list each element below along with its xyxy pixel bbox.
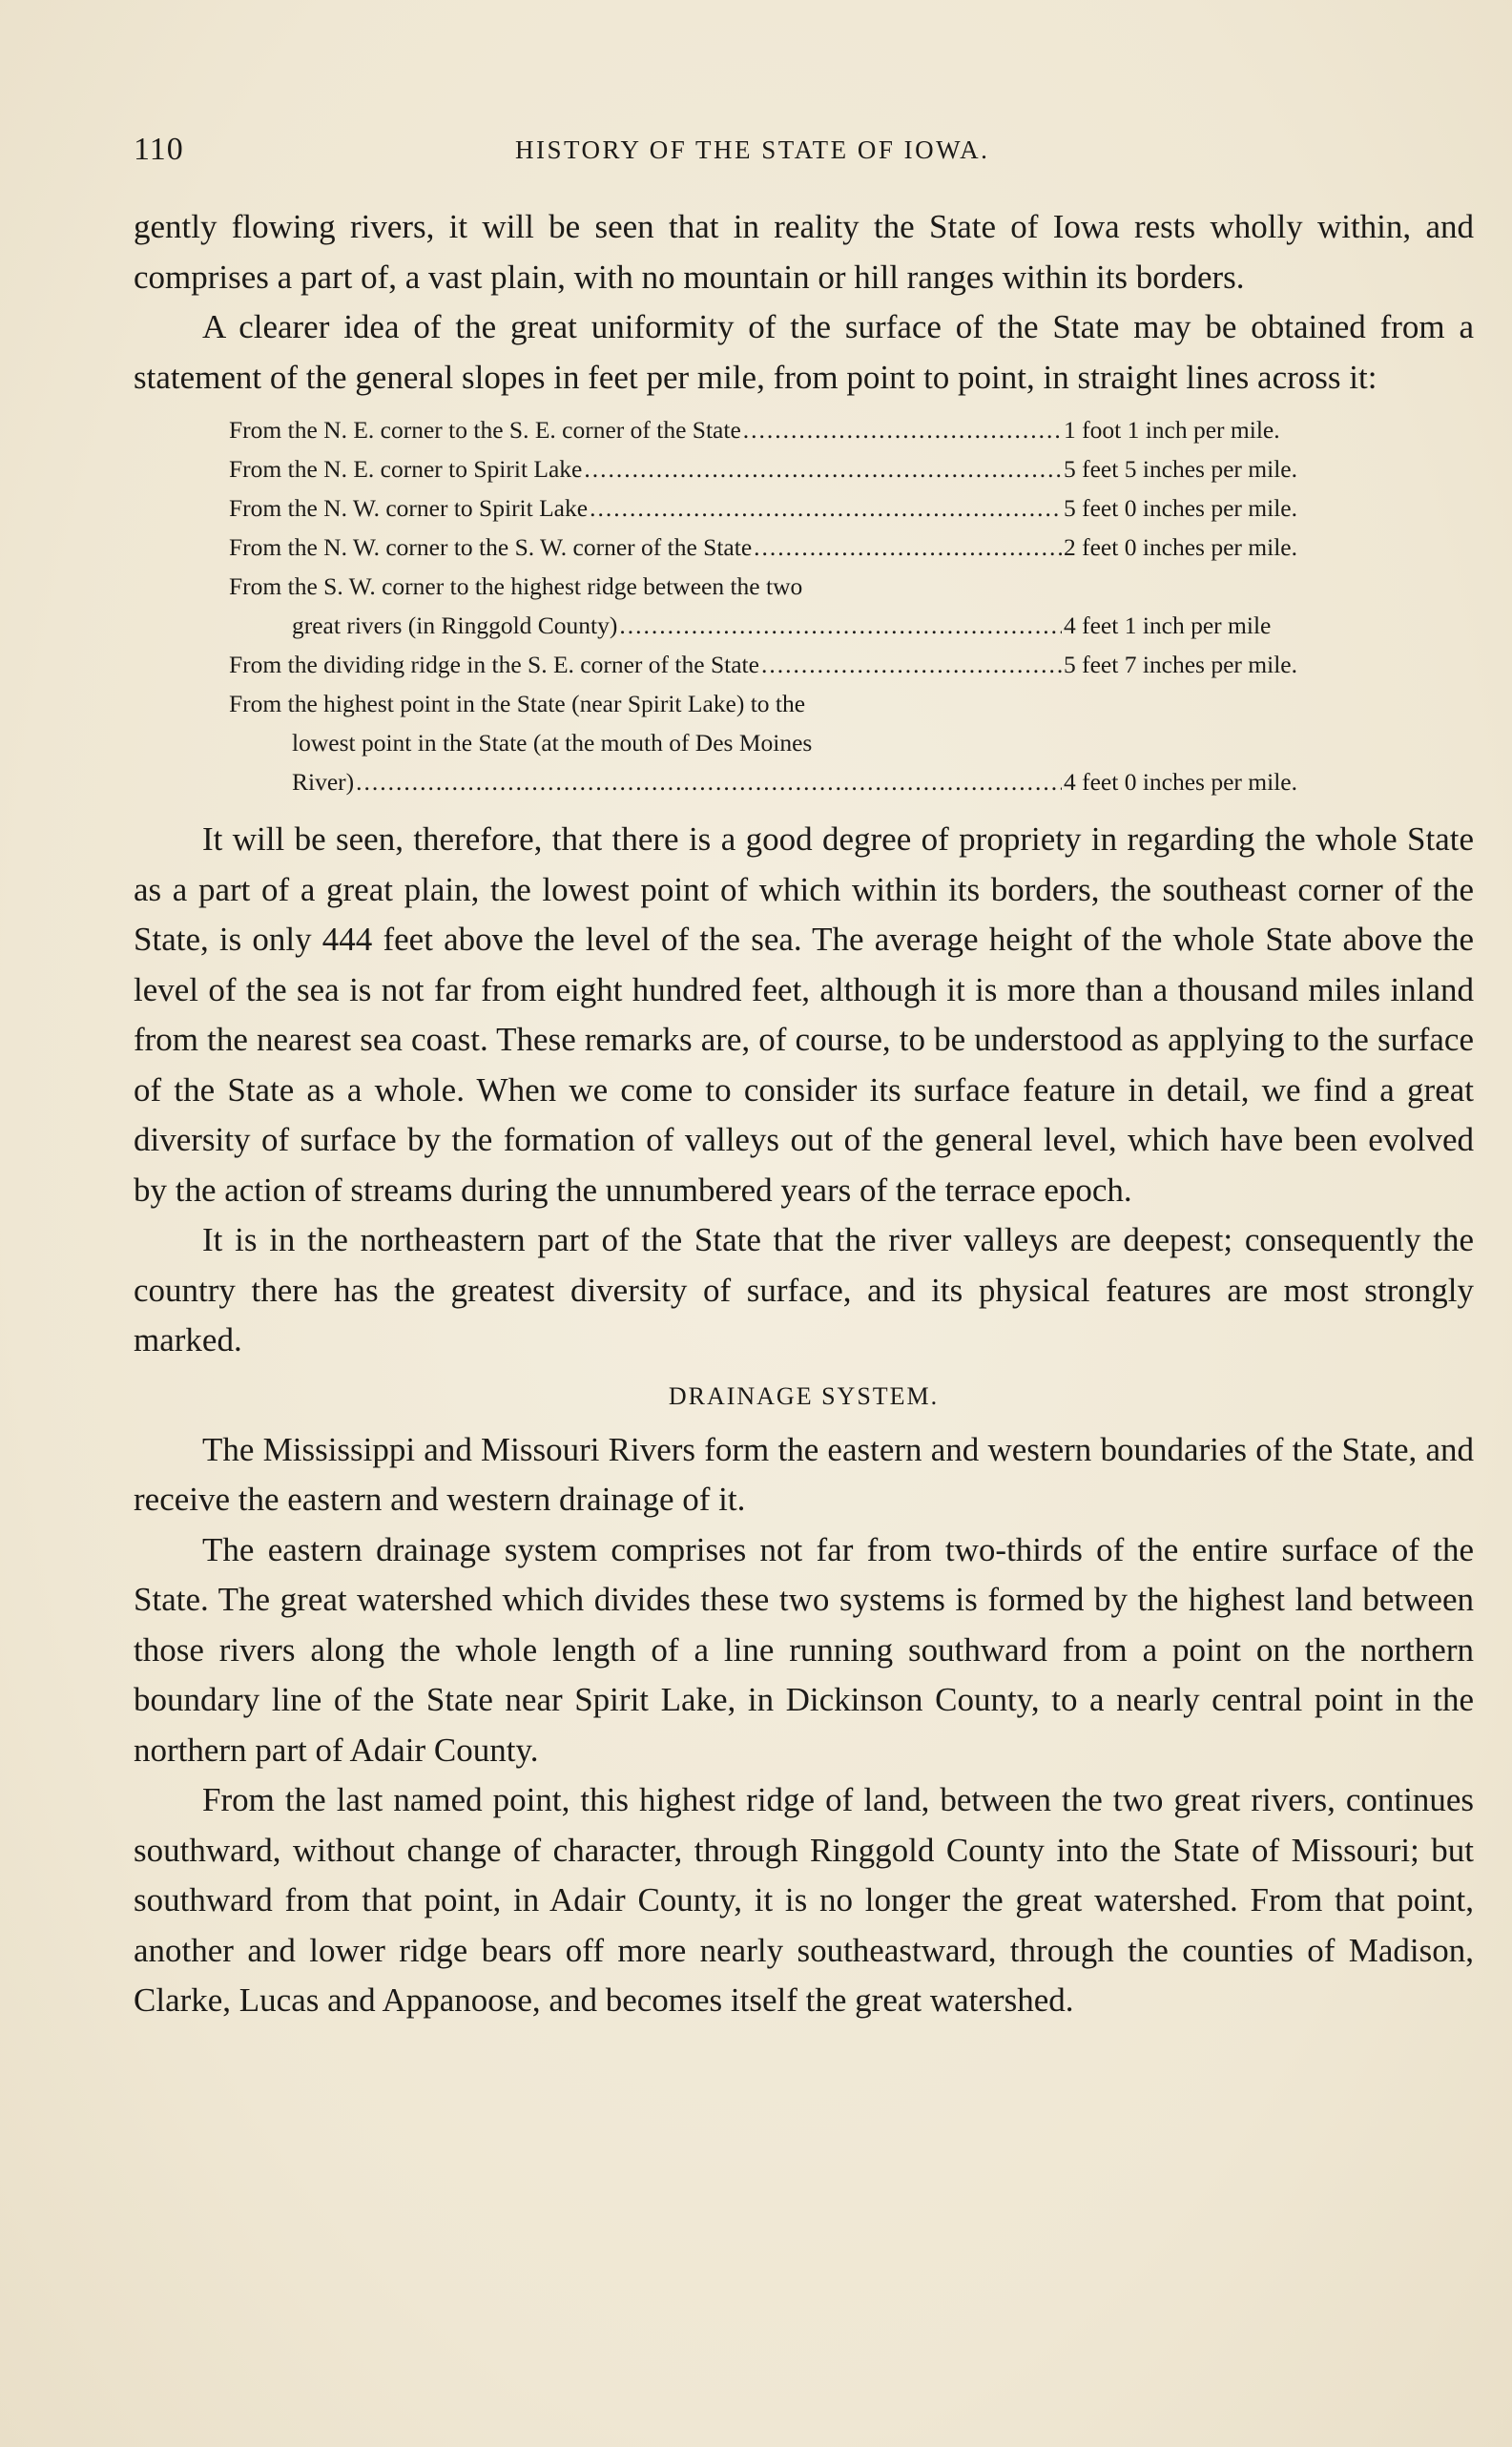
- paragraph: The Mississippi and Missouri Rivers form the eastern and western boundaries of the State, and receive the eastern and western drainage of it.: [134, 1430, 1474, 1518]
- leader-dots: [356, 762, 1062, 801]
- slope-row: [229, 684, 1374, 723]
- paragraph: gently flowing rivers, it will be seen that in reality the State of Iowa rests wholly within, and comprises a part of, a vast plain, with no mountain or hill ranges within its borders.: [134, 208, 1474, 296]
- slope-rate: 5 feet 7 inches per mile.: [1064, 651, 1297, 678]
- slope-row-continuation: [229, 606, 1374, 645]
- paragraph: It is in the northeastern part of the State that the river valleys are deepest; consequently the country there has the greatest diversity of surface, and its physical features are most strongly marked.: [134, 1221, 1474, 1358]
- slope-row-continuation: [229, 723, 1374, 762]
- slope-row: [229, 449, 1374, 488]
- slope-place-continuation: River): [292, 768, 355, 796]
- slope-rate: 2 feet 0 inches per mile.: [1064, 533, 1297, 561]
- slope-place: From the dividing ridge in the S. E. corner of the State: [229, 651, 759, 678]
- page-header: [134, 132, 1469, 179]
- section-heading: DRAINAGE SYSTEM.: [668, 1381, 940, 1410]
- paragraph: It will be seen, therefore, that there is a good degree of propriety in regarding the whole State as a part of a great plain, the lowest point of which within its borders, the southeast corner of the State, is only 444 feet above the level of the sea. The average height of the whole State above the level of the sea is not far from eight hundred feet, although it is more than a thousand miles inland from the nearest sea coast. These remarks are, of course, to be understood as applying to the surface of the State as a whole. When we come to consider its surface feature in detail, we find a great diversity of surface by the formation of valleys out of the general level, which have been evolved by the action of streams during the unnumbered years of the terrace epoch.: [134, 820, 1474, 1209]
- slope-place-continuation: lowest point in the State (at the mouth of Des Moines: [292, 729, 813, 757]
- paragraph: A clearer idea of the great uniformity of the surface of the State may be obtained from a statement of the general slopes in feet per mile, from point to point, in straight lines across it:: [134, 308, 1474, 396]
- slope-row: [229, 645, 1374, 684]
- slope-rate: 5 feet 5 inches per mile.: [1064, 455, 1297, 483]
- leader-dots: [761, 645, 1062, 684]
- slope-row: [229, 528, 1374, 567]
- leader-dots: [619, 606, 1062, 645]
- slope-place: From the S. W. corner to the highest ridge between the two: [229, 572, 803, 600]
- running-head: HISTORY OF THE STATE OF IOWA.: [515, 135, 990, 164]
- paragraph: From the last named point, this highest ridge of land, between the two great rivers, continues southward, without change of character, through Ringgold County into the State of Missouri; but southward from that point, in Adair County, it is no longer the great watershed. From that point, another and lower ridge bears off more nearly southeastward, through the counties of Madison, Clarke, Lucas and Appanoose, and becomes itself the great watershed.: [134, 1781, 1474, 2019]
- leader-dots: [590, 488, 1062, 528]
- leader-dots: [743, 410, 1062, 449]
- slope-row: [229, 488, 1374, 528]
- slope-place: From the highest point in the State (near Spirit Lake) to the: [229, 690, 806, 717]
- body-text: [134, 202, 1474, 2026]
- slope-row: [229, 410, 1374, 449]
- slope-place: From the N. E. corner to Spirit Lake: [229, 455, 583, 483]
- slope-rate: 4 feet 1 inch per mile: [1064, 612, 1272, 639]
- page-number: 110: [134, 132, 184, 167]
- paragraph: The eastern drainage system comprises not far from two-thirds of the entire surface of the State. The great watershed which divides these two systems is formed by the highest land between those rivers along the whole length of a line running southward from a point on the northern boundary line of the State near Spirit Lake, in Dickinson County, to a nearly central point in the northern part of Adair County.: [134, 1530, 1474, 1769]
- slope-place: From the N. W. corner to Spirit Lake: [229, 494, 589, 522]
- slope-place: From the N. W. corner to the S. W. corner of the State: [229, 533, 753, 561]
- slope-row: [229, 567, 1374, 606]
- leader-dots: [584, 449, 1062, 488]
- leader-dots: [754, 528, 1062, 567]
- slope-row-continuation: [229, 762, 1374, 801]
- slope-rate: 5 feet 0 inches per mile.: [1064, 494, 1297, 522]
- slope-place-continuation: great rivers (in Ringgold County): [292, 612, 618, 639]
- slope-rate: 4 feet 0 inches per mile.: [1064, 768, 1297, 796]
- slope-place: From the N. E. corner to the S. E. corner of the State: [229, 416, 741, 444]
- slope-table: [134, 410, 1474, 801]
- slope-rate: 1 foot 1 inch per mile.: [1064, 416, 1280, 444]
